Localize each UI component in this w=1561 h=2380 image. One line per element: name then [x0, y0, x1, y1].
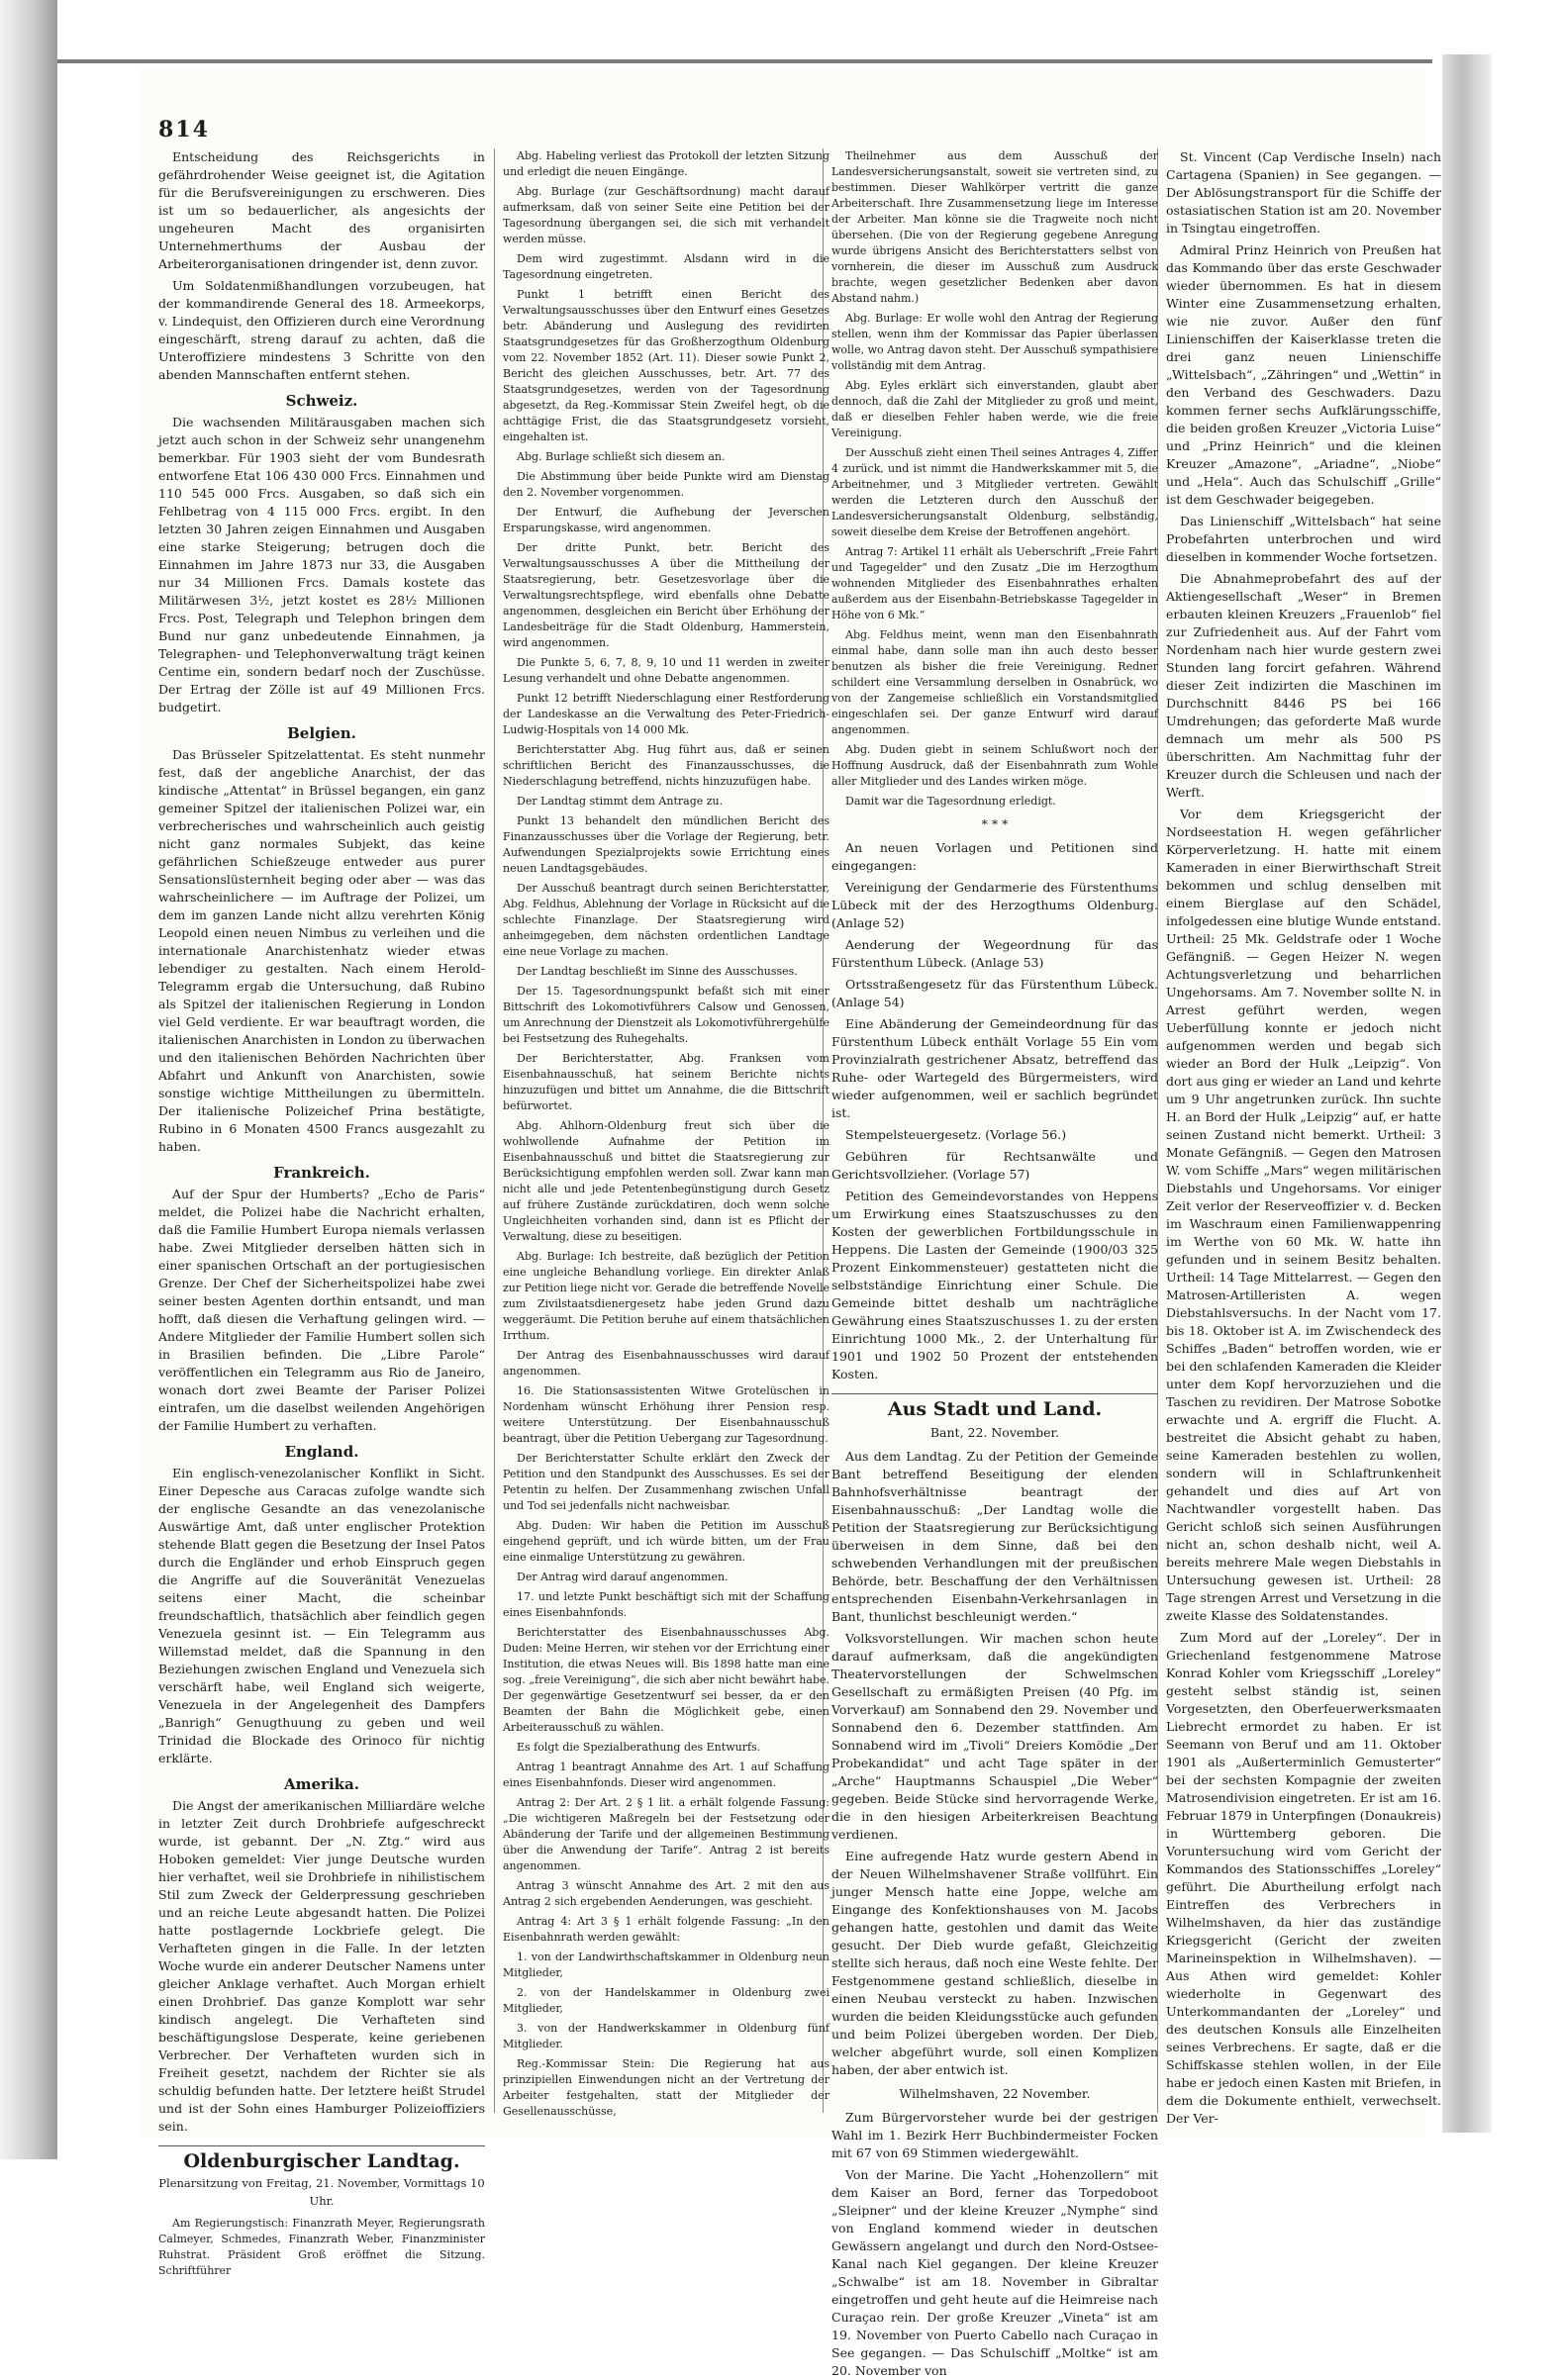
- paragraph: Damit war die Tagesordnung erledigt.: [845, 795, 1056, 808]
- paragraph: Theilnehmer aus dem Ausschuß der Landesversicherungsanstalt, soweit sie vertreten sind, zu bestimmen. Dieser Wahlkörper vertritt die ganze Arbeiterschaft. Ihre Zusammensetzung liege im Interesse der Arbeiter. Man könne sie die Tragweite noch nicht übersehen. (Die von der Regierung gegebene Anregung wurde übrigens Ansicht des Berichterstatters selbst von vornherein, die dieser im Ausschuß zum Ausdruck brachte, wegen gesetzlicher Bedenken aber davon Abstand nahm.): [831, 149, 1158, 305]
- paragraph: Ein englisch-venezolanischer Konflikt in Sicht. Einer Depesche aus Caracas zufolge wandte sich der englische Gesandte an das venezolanische Auswärtige Amt, daß unter englischer Protektion stehende Blatt gegen die Besetzung der Insel Patos durch die Engländer und erhob Einspruch gegen die Angriffe auf die Souveränität Venezuelas seitens einer Macht, die scheinbar freundschaftlich, thatsächlich aber feindlich gegen Venezuela gesinnt ist. — Ein Telegramm aus Willemstad meldet, daß die Spannung in den Beziehungen zwischen England und Venezuela sich verschärft habe, weil England sich weigerte, Venezuela in der Angelegenheit des Dampfers „Banrigh“ Genugthuung zu geben und weil Trinidad die Blockade des Orinoco für nichtig erklärte.: [158, 1466, 485, 1765]
- session-subhead: Plenarsitzung von Freitag, 21. November, Vormittags 10 Uhr.: [158, 2176, 485, 2208]
- paragraph: Der dritte Punkt, betr. Bericht des Verwaltungsausschusses A über die Mittheilung der Staatsregierung, betr. Gesetzesvorlage über die Verwaltungsrechtspflege, wird ebenfalls ohne Debatte angenommen, desgleichen ein Bericht über Erhöhung der Landesbeiträge für die Stadt Oldenburg, Hammerstein, wird angenommen.: [503, 541, 829, 649]
- section-heading: Belgien.: [287, 724, 356, 742]
- paragraph: 1. von der Landwirthschaftskammer in Oldenburg neun Mitglieder,: [503, 1951, 829, 1979]
- paragraph: Das Brüsseler Spitzelattentat. Es steht nunmehr fest, daß der angebliche Anarchist, der das kindische „Attentat“ in Brüssel begangen, ein ganz gemeiner Spitzel der italienischen Polizei war, ein verbrecherisches und wahrscheinlich auch geistig nicht ganz normales Subjekt, das keine gefährlichen Schießzeuge entweder aus purer Sensationslüsternheit beging oder aber — was das wahrscheinlichere — im Auftrage der Polizei, um dem im ganzen Lande nicht allzu verehrten König Leopold einen neuen Nimbus zu verleihen und die internationale Anarchistenhatz wieder etwas lebendiger zu gestalten. Nach einem Herold-Telegramm ergab die Untersuchung, daß Rubino als Spitzel der italienischen Regierung in London viel Geld verdiente. Er war beauftragt worden, die italienischen Anarchisten in London zu überwachen und den italienischen Behörden Nachrichten über Abfahrt und Ankunft von Anarchisten, sowie sonstige wichtige Mittheilungen zu übermitteln. Der italienische Polizeichef Prina bestätigte, Rubino in 6 Monaten 4500 Francs ausgezahlt zu haben.: [158, 747, 485, 1154]
- paragraph: Aus dem Landtag. Zu der Petition der Gemeinde Bant betreffend Beseitigung der elenden Bahnhofsverhältnisse beantragt der Eisenbahnausschuß: „Der Landtag wolle die Petition der Staatsregierung zur Berücksichtigung überweisen in dem Sinne, daß bei den schwebenden Verhandlungen mit der preußischen Behörde, betr. Beschaffung der den Verhältnissen entsprechenden Eisenbahn-Verkehrsanlagen in Bant, thunlichst beschleunigt werden.“: [831, 1449, 1158, 1624]
- paragraph: Entscheidung des Reichsgerichts in gefährdrohender Weise geeignet ist, die Agitation für die Berufsvereinigungen zu erschweren. Dies ist um so bedauerlicher, als angesichts der ungeheuren Macht des organisirten Unternehmerthums der Ausbau der Arbeiterorganisationen dringender ist, denn zuvor.: [158, 149, 485, 271]
- paragraph: Vereinigung der Gendarmerie des Fürstenthums Lübeck mit der des Herzogthums Oldenburg. (Anlage 52): [831, 880, 1158, 930]
- paragraph: Petition des Gemeindevorstandes von Heppens um Erwirkung eines Staatszuschusses zu den Kosten der gewerblichen Fortbildungsschule in Heppens. Die Lasten der Gemeinde (1900/03 325 Prozent Einkommensteuer) gestatteten nicht die selbstständige Einrichtung einer Schule. Die Gemeinde bittet deshalb um nachträgliche Gewährung eines Staatszuschusses 1. zu der ersten Einrichtung 1000 Mk., 2. der Unterhaltung für 1901 und 1902 50 Prozent der entstehenden Kosten.: [831, 1189, 1158, 1381]
- paragraph: Stempelsteuergesetz. (Vorlage 56.): [845, 1127, 1067, 1142]
- paragraph: Berichterstatter des Eisenbahnausschusses Abg. Duden: Meine Herren, wir stehen vor der Errichtung einer Institution, die etwas Neues will. Bis 1898 hatte man eine sog. „freie Vereinigung“, die sich aber nicht bewährt habe. Der gegenwärtige Gesetzentwurf sei besser, da er den Beamten der Bahn die Möglichkeit gebe, einen Arbeiterausschuß zu wählen.: [503, 1626, 829, 1734]
- paragraph: Der Ausschuß zieht einen Theil seines Antrages 4, Ziffer 4 zurück, und ist nimmt die Handwerkskammer mit 5, die Arbeitnehmer, und 3 Mitglieder vertreten. Gewählt werden die Letzteren durch den Ausschuß der Landesversicherungsanstalt Oldenburg, selbständig, soweit dieselbe dem Kreise der Betroffenen angehört.: [831, 446, 1158, 538]
- paragraph: Der Landtag stimmt dem Antrage zu.: [517, 795, 724, 808]
- paragraph: Um Soldatenmißhandlungen vorzubeugen, hat der kommandirende General des 18. Armeekorps, v. Lindequist, den Offizieren durch eine Verordnung eingeschärft, streng darauf zu achten, daß die Unteroffiziere mindestens 3 Schritte von den abenden Mannschaften entfernt stehen.: [158, 278, 485, 382]
- paragraph: Der Berichterstatter Schulte erklärt den Zweck der Petition und den Standpunkt des Ausschusses. Es sei der Petentin zu helfen. Der Zusammenhang zwischen Unfall und Tod sei jedenfalls nicht nachweisbar.: [503, 1452, 829, 1512]
- column-2: [503, 148, 829, 2118]
- paragraph: Abg. Burlage: Ich bestreite, daß bezüglich der Petition eine ungleiche Behandlung vorliege. Ein direkter Anlaß zur Petition liege nicht vor. Gerade die betreffende Novelle zum Zivilstaatsdienergesetz habe jeden Grund dazu weggeräumt. Die Petition beruhe auf einem thatsächlichen Irrthum.: [503, 1250, 829, 1342]
- paragraph: Eine Abänderung der Gemeindeordnung für das Fürstenthum Lübeck enthält Vorlage 55 Ein vom Provinzialrath gestrichener Absatz, betreffend das Ruhe- oder Wartegeld des Bürgermeisters, wird wieder aufgenommen, weil er sachlich begründet ist.: [831, 1016, 1158, 1120]
- paragraph: Ortsstraßengesetz für das Fürstenthum Lübeck. (Anlage 54): [831, 977, 1158, 1009]
- paragraph: Volksvorstellungen. Wir machen schon heute darauf aufmerksam, daß die angekündigten Theatervorstellungen der Schwelmschen Gesellschaft zu ermäßigten Preisen (40 Pfg. im Vorverkauf) am Sonnabend den 29. November und Sonnabend den 6. Dezember stattfinden. Am Sonnabend wird im „Tivoli“ Dreiers Komödie „Der Probekandidat“ und acht Tage später in der „Arche“ Hauptmanns Schauspiel „Die Weber“ gegeben. Beide Stücke sind hervorragende Werke, die in den hiesigen Arbeiterkreisen Beachtung verdienen.: [831, 1631, 1158, 1842]
- paragraph: Die Punkte 5, 6, 7, 8, 9, 10 und 11 werden in zweiter Lesung verhandelt und ohne Debatte angenommen.: [503, 656, 829, 685]
- paragraph: Dem wird zugestimmt. Alsdann wird in die Tagesordnung eingetreten.: [503, 252, 829, 281]
- paragraph: Der 15. Tagesordnungspunkt befaßt sich mit einer Bittschrift des Lokomotivführers Calsow und Genossen, um Anrechnung der Dienstzeit als Lokomotivführergehülfe bei Festsetzung des Ruhegehalts.: [503, 985, 829, 1045]
- separator-stars: * * *: [981, 816, 1009, 831]
- paragraph: Die wachsenden Militärausgaben machen sich jetzt auch schon in der Schweiz sehr unangenehm bemerkbar. Für 1903 sieht der vom Bundesrath entworfene Etat 106 430 000 Frcs. Einnahmen und 110 545 000 Frcs. Ausgaben, so daß sich ein Fehlbetrag von 4 115 000 Frcs. ergibt. In den letzten 30 Jahren zeigen Einnahmen und Ausgaben eine starke Steigerung; betrugen doch die Einnahmen im Jahre 1873 nur 33, die Ausgaben nur 34 Millionen Frcs. Damals kostete das Militärwesen 3½, jetzt kostet es 28½ Millionen Frcs. Post, Telegraph und Telephon bringen dem Bund nur ganz unbedeutende Einnahmen, ja Telegraphen- und Telephonverwaltung trägt keinen Centime ein, sondern bedarf noch der Zuschüsse. Der Ertrag der Zölle ist auf 49 Millionen Frcs. budgetirt.: [158, 415, 485, 714]
- paragraph: Gebühren für Rechtsanwälte und Gerichtsvollzieher. (Vorlage 57): [831, 1149, 1158, 1182]
- paragraph: Abg. Duden giebt in seinem Schlußwort noch der Hoffnung Ausdruck, daß der Eisenbahnrath zum Wohle aller Mitglieder und des Landes wirken möge.: [831, 743, 1158, 788]
- paragraph: Aenderung der Wegeordnung für das Fürstenthum Lübeck. (Anlage 53): [831, 937, 1158, 970]
- paragraph: Punkt 1 betrifft einen Bericht des Verwaltungsausschusses über den Entwurf eines Gesetzes betr. Abänderung und Auslegung des revidirten Staatsgrundgesetzes für das Großherzogthum Oldenburg vom 22. November 1852 (Art. 11). Dieser sowie Punkt 2, Bericht des gleichen Ausschusses, betr. Art. 77 des Staatsgrundgesetzes, werden von der Tagesordnung abgesetzt, da Reg.-Kommissar Stein Zweifel hegt, ob die achttägige Frist, die das Staatsgrundgesetz vorsieht, eingehalten ist.: [503, 288, 829, 443]
- paragraph: Abg. Habeling verliest das Protokoll der letzten Sitzung und erledigt die neuen Eingänge.: [503, 149, 829, 178]
- section-heading: England.: [284, 1443, 359, 1461]
- scan-edge-right: [1432, 0, 1561, 2159]
- paragraph: 3. von der Handwerkskammer in Oldenburg fünf Mitglieder.: [503, 2022, 829, 2050]
- paragraph: Der Berichterstatter, Abg. Franksen vom Eisenbahnausschuß, hat seinem Berichte nichts hinzuzufügen und bittet um Annahme, die die Bittschrift befürwortet.: [503, 1052, 829, 1112]
- paragraph: Abg. Duden: Wir haben die Petition im Ausschuß eingehend geprüft, und ich würde bitten, um der Frau eine einmalige Unterstützung zu gewähren.: [503, 1519, 829, 1564]
- paragraph: Antrag 7: Artikel 11 erhält als Ueberschrift „Freie Fahrt und Tagegelder“ und den Zusatz „Die im Herzogthum wohnenden Mitglieder des Eisenbahnrathes erhalten außerdem aus der Eisenbahn-Betriebskasse Tagegelder in Höhe von 6 Mk.“: [831, 545, 1158, 621]
- paragraph: Antrag 3 wünscht Annahme des Art. 2 mit den aus Antrag 2 sich ergebenden Aenderungen, was geschieht.: [503, 1879, 829, 1908]
- paragraph: Antrag 2: Der Art. 2 § 1 lit. a erhält folgende Fassung: „Die wichtigeren Maßregeln bei der Festsetzung oder Abänderung der Tarife und der allgemeinen Bestimmung über die Anwendung der Tarife“. Antrag 2 ist bereits angenommen.: [503, 1796, 829, 1872]
- paragraph: Eine aufregende Hatz wurde gestern Abend in der Neuen Wilhelmshavener Straße vollführt. Ein junger Mensch hatte eine Joppe, welche am Eingange des Konfektionshauses von M. Jacobs gehangen hatte, gestohlen und damit das Weite gesucht. Der Dieb wurde gefaßt, Gleichzeitig stellte sich heraus, daß noch eine Weste fehlte. Der Festgenommene gestand schließlich, dieselbe in einen Neubau versteckt zu haben. Inzwischen wurden die beiden Kleidungsstücke auch gefunden und beim Polizei übergeben worden. Der Dieb, welcher abgeführt wurde, soll einen Komplizen haben, der aber entwich ist.: [831, 1849, 1158, 2077]
- dateline: Bant, 22. November.: [929, 1425, 1060, 1440]
- section-heading: Amerika.: [284, 1775, 359, 1793]
- column-3: [831, 148, 1158, 2378]
- page-number: 814: [158, 117, 210, 143]
- scan-edge-left: [0, 0, 57, 2159]
- scan-shadow: [1442, 54, 1492, 2133]
- stadt-land-heading: Aus Stadt und Land.: [831, 1393, 1158, 1418]
- paragraph: 17. und letzte Punkt beschäftigt sich mit der Schaffung eines Eisenbahnfonds.: [503, 1590, 829, 1619]
- paragraph: Abg. Burlage schließt sich diesem an.: [517, 450, 726, 463]
- paragraph: Admiral Prinz Heinrich von Preußen hat das Kommando über das erste Geschwader wieder übernommen. Es hat in diesem Winter eine Zusammensetzung erhalten, wie nie zuvor. Außer den fünf Linienschiffen der Kaiserklasse treten die drei ganz neuen Linienschiffe „Wittelsbach“, „Zähringen“ und „Wettin“ in den Verband des Geschwaders. Dazu kommen ferner sechs Aufklärungsschiffe, die beiden großen Kreuzer „Victoria Luise“ und „Prinz Heinrich“ und die kleinen Kreuzer „Amazone“, „Ariadne“, „Niobe“ und „Hela“. Auch das Schulschiff „Grille“ ist dem Geschwader beigegeben.: [1166, 242, 1441, 507]
- paragraph: Zum Mord auf der „Loreley“. Der in Griechenland festgenommene Matrose Konrad Kohler vom Kriegsschiff „Loreley“ gesteht selbst ständig ist, seinen Vorgesetzten, den Oberfeuerwerksmaaten Liebrecht ermordet zu haben. Er ist Seemann von Beruf und am 11. Oktober 1901 als „Außerterminlich Gemusterter“ bei der sechsten Kompagnie der zweiten Matrosendivision eingetreten. Er ist am 16. Februar 1879 in Unterpfingen (Donaukreis) in Württemberg geboren. Die Voruntersuchung wird vom Gericht der Kommandos des Stationsschiffes „Loreley“ geführt. Die Aburtheilung erfolgt nach Eintreffen des Verbrechers in Wilhelmshaven, da hier das zuständige Kriegsgericht (Gericht der zweiten Marineinspektion in Wilhelmshaven). — Aus Athen wird gemeldet: Kohler wiederholte in Gegenwart des Unterkommandanten der „Loreley“ und des deutschen Konsuls alle Einzelheiten seines Verbrechens. Er sagte, daß er die Schiffskasse stehlen wollen, in der Eile habe er jedoch einen Kasten mit Briefen, in dem die Dokumente enthielt, verwechselt. Der Ver-: [1166, 1630, 1441, 2126]
- paragraph: Es folgt die Spezialberathung des Entwurfs.: [517, 1741, 761, 1754]
- paragraph: Die Abnahmeprobefahrt des auf der Aktiengesellschaft „Weser“ in Bremen erbauten kleinen Kreuzers „Frauenlob“ fiel zur Zufriedenheit aus. Auf der Fahrt vom Nordenham nach hier wurde gestern zwei Stunden lang forcirt gefahren. Während dieser Zeit indizirten die Maschinen im Durchschnitt 8446 PS bei 166 Umdrehungen; das geforderte Maß wurde demnach um mehr als 500 PS überschritten. Am Nachmittag fuhr der Kreuzer durch die Schleusen und nach der Werft.: [1166, 571, 1441, 800]
- paragraph: Der Antrag wird darauf angenommen.: [517, 1571, 729, 1583]
- paragraph: Antrag 1 beantragt Annahme des Art. 1 auf Schaffung eines Eisenbahnfonds. Dieser wird angenommen.: [503, 1761, 829, 1789]
- paragraph: Antrag 4: Art 3 § 1 erhält folgende Fassung: „In den Eisenbahnrath werden gewählt:: [503, 1915, 829, 1944]
- paragraph: Der Antrag des Eisenbahnausschusses wird darauf angenommen.: [503, 1349, 829, 1378]
- paragraph: An neuen Vorlagen und Petitionen sind eingegangen:: [831, 840, 1158, 873]
- column-rule: [494, 148, 495, 2113]
- paragraph: Der Entwurf, die Aufhebung der Jeverschen Ersparungskasse, wird angenommen.: [503, 506, 829, 534]
- top-rule: [57, 59, 1433, 63]
- paragraph: Am Regierungstisch: Finanzrath Meyer, Regierungsrath Calmeyer, Schmedes, Finanzrath Weber, Finanzminister Ruhstrat. Präsident Groß eröffnet die Sitzung. Schriftführer: [158, 2217, 485, 2277]
- dateline: Wilhelmshaven, 22 November.: [899, 2086, 1091, 2101]
- paragraph: St. Vincent (Cap Verdische Inseln) nach Cartagena (Spanien) in See gegangen. — Der Ablösungstransport für die Schiffe der ostasiatischen Station ist am 20. November in Tsingtau eingetroffen.: [1166, 149, 1441, 236]
- column-4: [1166, 148, 1441, 2126]
- paragraph: Zum Bürgervorsteher wurde bei der gestrigen Wahl im 1. Bezirk Herr Buchbindermeister Focken mit 67 von 69 Stimmen wiedergewählt.: [831, 2110, 1158, 2160]
- paragraph: Punkt 13 behandelt den mündlichen Bericht des Finanzausschusses über die Vorlage der Regierung, betr. Aufwendungen Spezialprojekts sowie Errichtung eines neuen Landtagsgebäudes.: [503, 814, 829, 875]
- paragraph: Punkt 12 betrifft Niederschlagung einer Restforderung der Landeskasse an die Verwaltung des Peter-Friedrich-Ludwig-Hospitals von 14 000 Mk.: [503, 692, 829, 736]
- section-heading: Frankreich.: [273, 1164, 370, 1182]
- paragraph: Der Landtag beschließt im Sinne des Ausschusses.: [517, 965, 798, 978]
- paragraph: Auf der Spur der Humberts? „Echo de Paris“ meldet, die Polizei habe die Nachricht erhalten, daß die Familie Humbert Europa niemals verlassen habe. Zwei Mitglieder derselben hätten sich in einer spanischen Ortschaft an der portugiesischen Grenze. Der Chef der Sicherheitspolizei habe zwei seiner besten Agenten dorthin entsandt, und man hofft, daß diesen die Verhaftung gelingen wird. — Andere Mitglieder der Familie Humbert sollen sich in Brasilien befinden. Die „Libre Parole“ veröffentlichen ein Telegramm aus Rio de Janeiro, wonach dort zwei Beamte der Pariser Polizei eintrafen, um die daselbst weilenden Angehörigen der Familie Humbert zu verhaften.: [158, 1187, 485, 1433]
- paragraph: Berichterstatter Abg. Hug führt aus, daß er seinen schriftlichen Bericht des Finanzausschusses, die Niederschlagung betreffend, nichts hinzuzufügen habe.: [503, 743, 829, 788]
- paragraph: Das Linienschiff „Wittelsbach“ hat seine Probefahrten unterbrochen und wird dieselben in kommender Woche fortsetzen.: [1166, 514, 1441, 564]
- paragraph: Vor dem Kriegsgericht der Nordseestation H. wegen gefährlicher Körperverletzung. H. hatte mit einem Kameraden in einer Bierwirthschaft Streit bekommen und schlug denselben mit einem Bierglase auf den Schädel, infolgedessen eine blutige Wunde entstand. Urtheil: 25 Mk. Geldstrafe oder 1 Woche Gefängniß. — Gegen Heizer N. wegen Achtungsverletzung und beharrlichen Ungehorsams. Am 7. November sollte N. in Arrest geführt werden, wegen Ueberfüllung konnte er jedoch nicht aufgenommen werden und begab sich wieder an Bord der Hulk „Leipzig“. Von dort aus ging er wieder an Land und kehrte um 9 Uhr angetrunken zurück. Ihn suchte H. an Bord der Hulk „Leipzig“ auf, er hatte seinen Zustand nicht bemerkt. Urtheil: 3 Monate Gefängniß. — Gegen den Matrosen W. vom Schiffe „Mars“ wegen militärischen Diebstahls und Ungehorsams. Vor einiger Zeit verlor der Reserveoffizier v. d. Becken im Waschraum einen Familienwappenring im Werthe von 60 Mk. W. hatte ihn gefunden und in seinem Besitz behalten. Urtheil: 14 Tage Mittelarrest. — Gegen den Matrosen-Artilleristen A. wegen Diebstahlsversuchs. In der Nacht vom 17. bis 18. Oktober ist A. im Zwischendeck des Schiffes „Baden“ betroffen worden, wie er bei den schlafenden Kameraden die Kleider unter dem Kopf hervorzuziehen und die Taschen zu revidiren. Der Matrose Sobotke erwachte und A. ergriff die Flucht. A. bestreitet die Absicht gehabt zu haben, seine Kameraden bestehlen zu wollen, sondern will in Schlaftrunkenheit gehandelt und dies auf Art von Nachtwandler vorgestellt haben. Das Gericht schloß sich seinen Ausführungen nicht an, schon deshalb nicht, weil A. bereits mehrere Male wegen Diebstahls in Untersuchung gewesen ist. Urtheil: 28 Tage strengen Arrest und Versetzung in die zweite Klasse des Soldatenstandes.: [1166, 807, 1441, 1623]
- paragraph: Abg. Eyles erklärt sich einverstanden, glaubt aber dennoch, daß die Zahl der Mitglieder zu groß und meint, daß er dieselben Fehler haben werde, wie die freie Vereinigung.: [831, 379, 1158, 439]
- paragraph: Abg. Feldhus meint, wenn man den Eisenbahnrath einmal habe, dann solle man ihn auch desto besser benutzen als bisher die freie Vereinigung. Redner schildert eine Versammlung derselben in Osnabrück, wo von der Zangemeise schließlich ein Vorstandsmitglied eingeschlafen sei. Der ganze Entwurf wird darauf angenommen.: [831, 628, 1158, 736]
- column-1: [158, 148, 485, 2277]
- paragraph: Abg. Burlage (zur Geschäftsordnung) macht darauf aufmerksam, daß von seiner Seite eine Petition bei der Tagesordnung übergangen sei, die sich mit verhandelt werden müsse.: [503, 185, 829, 245]
- paragraph: Reg.-Kommissar Stein: Die Regierung hat aus prinzipiellen Einwendungen nicht an der Vertretung der Arbeiter festgehalten, statt der Mitglieder der Gesellenausschüsse,: [503, 2057, 829, 2118]
- section-heading: Schweiz.: [285, 392, 358, 410]
- paragraph: 2. von der Handelskammer in Oldenburg zwei Mitglieder,: [503, 1986, 829, 2015]
- paragraph: Die Angst der amerikanischen Milliardäre welche in letzter Zeit durch Drohbriefe aufgeschreckt wurde, ist gebannt. Der „N. Ztg.“ wird aus Hoboken gemeldet: Vier junge Deutsche wurden hier verhaftet, weil sie Drohbriefe in nihilistischem Stil zum Zweck der Gelderpressung geschrieben und an reiche Leute abgesandt hatten. Die Polizei hatte postlagernde Lockbriefe gelegt. Die Verhafteten gingen in die Falle. In der letzten Woche wurde ein anderer Deutscher Namens unter gleicher Anklage verhaftet. Auch Morgan erhielt einen Drohbrief. Das ganze Komplott war sehr kindisch angelegt. Die Verhafteten sind beschäftigungslose Desperate, keine geriebenen Verbrecher. Der Verhafteten wurden sich in Freiheit gesetzt, nachdem der Richter sie als schuldig befunden hatte. Der letztere heißt Strudel und ist der Sohn eines Hamburger Polizeioffiziers sein.: [158, 1798, 485, 2134]
- landtag-heading: Oldenburgischer Landtag.: [158, 2145, 485, 2170]
- paragraph: Der Ausschuß beantragt durch seinen Berichterstatter, Abg. Feldhus, Ablehnung der Vorlage in Rücksicht auf die schlechte Finanzlage. Der Staatsregierung wird anheimgegeben, dem nächsten ordentlichen Landtage eine neue Vorlage zu machen.: [503, 882, 829, 958]
- paragraph: Die Abstimmung über beide Punkte wird am Dienstag den 2. November vorgenommen.: [503, 470, 829, 499]
- paragraph: Von der Marine. Die Yacht „Hohenzollern“ mit dem Kaiser an Bord, ferner das Torpedoboot „Sleipner“ und der kleine Kreuzer „Nymphe“ sind von England kommend wieder in deutschen Gewässern angelangt und durch den Nord-Ostsee-Kanal nach Kiel gegangen. Der kleine Kreuzer „Schwalbe“ ist am 18. November in Gibraltar eingetroffen und geht heute auf die Heimreise nach Curaçao rein. Der große Kreuzer „Vineta“ ist am 19. November von Puerto Cabello nach Curaçao in See gegangen. — Das Schulschiff „Moltke“ ist am 20. November von: [831, 2167, 1158, 2378]
- paragraph: Abg. Ahlhorn-Oldenburg freut sich über die wohlwollende Aufnahme der Petition im Eisenbahnausschuß und bittet die Staatsregierung zur Berücksichtigung empfohlen werden soll. Zwar kann man nicht alle und jede Petentenbegünstigung durch Gesetz auf frühere Zustände zurückdatiren, doch wenn solche Ungleichheiten vorhanden sind, dann ist es Pflicht der Verwaltung, diese zu beseitigen.: [503, 1119, 829, 1243]
- paragraph: 16. Die Stationsassistenten Witwe Grotelüschen in Nordenham wünscht Erhöhung ihrer Pension resp. weitere Unterstützung. Der Eisenbahnausschuß beantragt, über die Petition Uebergang zur Tagesordnung.: [503, 1384, 829, 1445]
- paragraph: Abg. Burlage: Er wolle wohl den Antrag der Regierung stellen, wenn ihm der Kommissar das Papier überlassen wolle, wo Antrag davon steht. Der Ausschuß sympathisiere vollständig mit dem Antrag.: [831, 312, 1158, 372]
